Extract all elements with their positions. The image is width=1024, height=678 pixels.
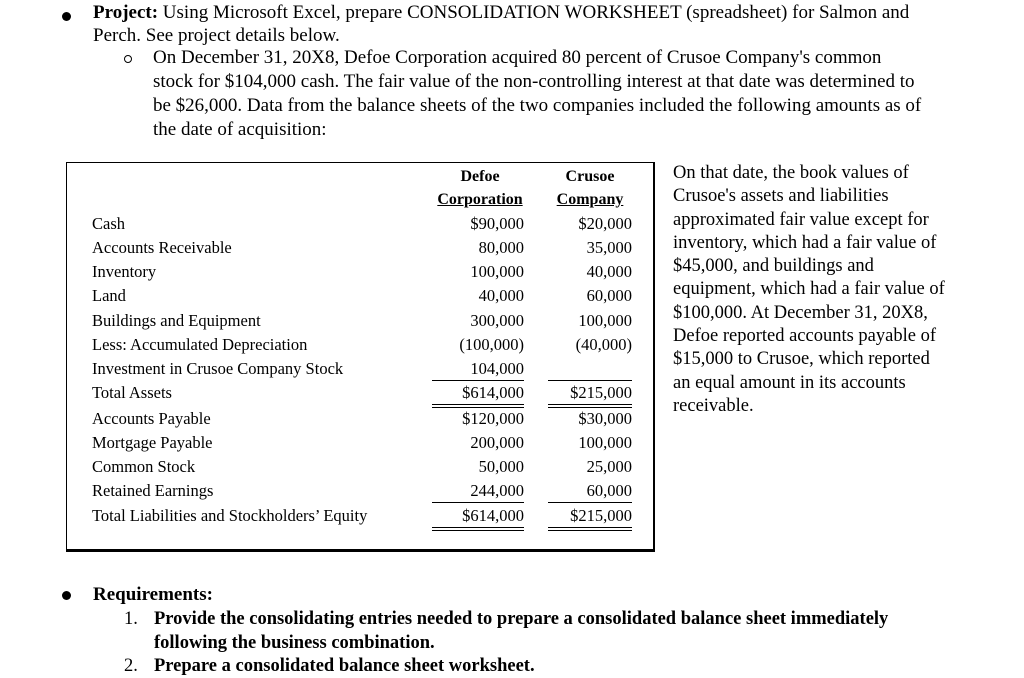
side-note-line: $15,000 to Crusoe, which reported	[673, 349, 930, 370]
total-double-rule	[548, 530, 632, 531]
subtotal-rule	[432, 502, 524, 503]
table-cell-defoe: 50,000	[478, 457, 524, 476]
side-note-line: inventory, which had a fair value of	[673, 232, 937, 253]
subtotal-rule	[548, 502, 632, 503]
table-row-label: Accounts Payable	[92, 409, 211, 428]
side-note-line: $100,000. At December 31, 20X8,	[673, 302, 928, 323]
table-row-label: Total Assets	[92, 383, 172, 402]
total-double-rule	[432, 404, 524, 405]
table-cell-defoe: 100,000	[470, 262, 524, 281]
table-cell-crusoe: 40,000	[586, 262, 632, 281]
side-note-line: Defoe reported accounts payable of	[673, 326, 936, 347]
table-cell-defoe: $614,000	[462, 506, 524, 525]
requirement-number: 1.	[124, 609, 138, 629]
table-cell-crusoe: (40,000)	[575, 335, 632, 354]
col-header-defoe-line2: Corporation	[437, 191, 523, 208]
side-note-line: receivable.	[673, 395, 754, 416]
side-note	[673, 162, 993, 418]
table-row-label: Less: Accumulated Depreciation	[92, 335, 308, 354]
table-row-label: Retained Earnings	[92, 481, 214, 500]
side-note-line: an equal amount in its accounts	[673, 372, 906, 393]
requirement-line: Prepare a consolidated balance sheet worksheet.	[154, 656, 535, 676]
table-row-label: Inventory	[92, 262, 157, 281]
col-header-defoe-line1: Defoe	[460, 168, 500, 185]
table-cell-crusoe: 60,000	[586, 286, 632, 305]
sub-bullet-icon	[124, 55, 132, 63]
scenario-paragraph	[153, 46, 921, 142]
table-cell-defoe: 244,000	[470, 481, 524, 500]
requirement-line: Provide the consolidating entries needed to prepare a consolidated balance sheet immediately	[154, 609, 889, 629]
bullet-icon	[62, 591, 71, 600]
table-cell-defoe: 200,000	[470, 433, 524, 452]
table-row-label: Accounts Receivable	[92, 238, 232, 257]
col-header-crusoe	[546, 165, 634, 211]
table-cell-defoe: 300,000	[470, 311, 524, 330]
table-cell-crusoe: $20,000	[578, 214, 632, 233]
table-row-label: Buildings and Equipment	[92, 311, 261, 330]
table-row-label: Mortgage Payable	[92, 433, 213, 452]
table-cell-crusoe: $215,000	[570, 506, 632, 525]
table-cell-crusoe: 35,000	[586, 238, 632, 257]
side-note-line: $45,000, and buildings and	[673, 256, 874, 277]
requirement-number: 2.	[124, 656, 138, 676]
table-cell-crusoe: $215,000	[570, 383, 632, 402]
side-note-line: equipment, which had a fair value of	[673, 279, 945, 300]
table-cell-defoe: 104,000	[470, 359, 524, 378]
project-label: Project:	[93, 2, 159, 23]
requirement-line: following the business combination.	[154, 633, 435, 653]
table-row-label: Land	[92, 286, 126, 305]
scenario-line: stock for $104,000 cash. The fair value of the non-controlling interest at that date was determined to	[153, 71, 915, 92]
table-cell-defoe: (100,000)	[459, 335, 524, 354]
table-cell-defoe: 80,000	[478, 238, 524, 257]
total-double-rule	[548, 527, 632, 528]
scenario-line: the date of acquisition:	[153, 119, 327, 140]
project-line-1: Using Microsoft Excel, prepare CONSOLIDATION WORKSHEET (spreadsheet) for Salmon and	[158, 2, 910, 23]
requirement-text	[154, 607, 888, 655]
col-header-defoe	[426, 165, 534, 211]
total-double-rule	[432, 527, 524, 528]
table-cell-defoe: 40,000	[478, 286, 524, 305]
requirement-text	[154, 654, 535, 678]
col-header-crusoe-line2: Company	[556, 191, 624, 208]
total-double-rule	[548, 404, 632, 405]
side-note-line: On that date, the book values of	[673, 163, 909, 183]
side-note-line: approximated fair value except for	[673, 209, 929, 230]
table-cell-defoe: $90,000	[470, 214, 524, 233]
scenario-line: On December 31, 20X8, Defoe Corporation acquired 80 percent of Crusoe Company's common	[153, 47, 882, 68]
table-cell-crusoe: 60,000	[586, 481, 632, 500]
project-line-2: Perch. See project details below.	[93, 25, 340, 46]
bullet-icon	[62, 12, 71, 21]
side-note-line: Crusoe's assets and liabilities	[673, 186, 889, 207]
project-text	[93, 1, 909, 25]
requirements-heading: Requirements:	[93, 584, 213, 605]
table-cell-crusoe: $30,000	[578, 409, 632, 428]
col-header-crusoe-line1: Crusoe	[565, 168, 615, 185]
table-cell-defoe: $120,000	[462, 409, 524, 428]
table-cell-defoe: $614,000	[462, 383, 524, 402]
scenario-line: be $26,000. Data from the balance sheets of the two companies included the following amounts as of	[153, 95, 922, 116]
table-row-label: Investment in Crusoe Company Stock	[92, 359, 344, 378]
table-row-label: Cash	[92, 214, 125, 233]
table-cell-crusoe: 25,000	[586, 457, 632, 476]
total-double-rule	[432, 530, 524, 531]
table-row-label: Total Liabilities and Stockholders’ Equity	[92, 506, 368, 525]
table-cell-crusoe: 100,000	[578, 311, 632, 330]
table-row-label: Common Stock	[92, 457, 196, 476]
table-cell-crusoe: 100,000	[578, 433, 632, 452]
